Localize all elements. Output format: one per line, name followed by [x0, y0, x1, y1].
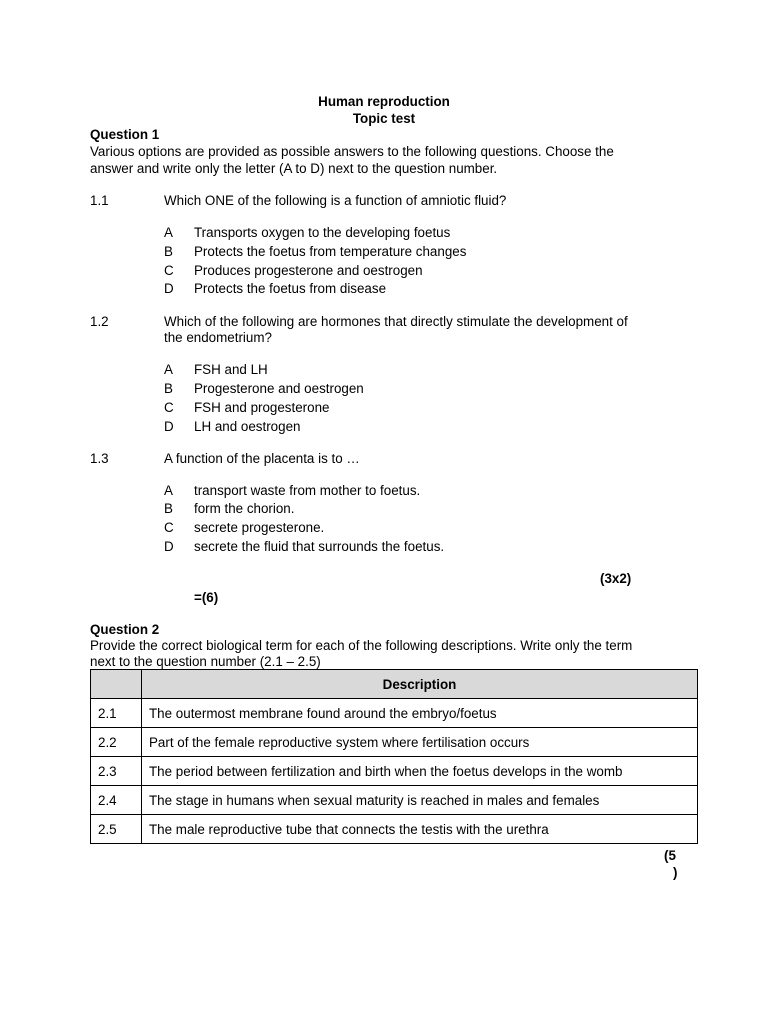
option-letter: D	[164, 419, 174, 434]
row-number: 2.3	[91, 757, 142, 786]
option-text: Protects the foetus from disease	[194, 281, 387, 296]
row-number: 2.4	[91, 786, 142, 815]
row-number: 2.5	[91, 815, 142, 844]
row-description: The period between fertilization and birth when the foetus develops in the womb	[142, 757, 698, 786]
option-text: form the chorion.	[194, 501, 295, 516]
table-row	[91, 757, 698, 786]
document-subtitle: Topic test	[352, 111, 416, 126]
option-text: Transports oxygen to the developing foetus	[194, 225, 451, 240]
question-number-1-2: 1.2	[90, 314, 109, 329]
option-letter: B	[164, 501, 173, 516]
row-number: 2.2	[91, 728, 142, 757]
table-row	[91, 699, 698, 728]
option-letter: A	[164, 483, 173, 498]
question-1-2-stem-line-1: Which of the following are hormones that directly stimulate the development of	[164, 314, 628, 329]
question-number-1-3: 1.3	[90, 451, 109, 466]
option-text: transport waste from mother to foetus.	[194, 483, 421, 498]
table-row	[91, 786, 698, 815]
option-text: FSH and LH	[194, 362, 268, 377]
table-header-description: Description	[142, 670, 698, 699]
question-2-marks-line-2: )	[673, 865, 678, 880]
question-1-instructions-line-2: answer and write only the letter (A to D) next to the question number.	[90, 161, 498, 176]
option-text: LH and oestrogen	[194, 419, 301, 434]
table-header-number	[91, 670, 142, 699]
document-title: Human reproduction	[318, 94, 450, 109]
table-row	[91, 728, 698, 757]
question-1-1-stem: Which ONE of the following is a function of amniotic fluid?	[164, 193, 507, 208]
question-1-heading: Question 1	[90, 127, 160, 142]
question-1-2-stem-line-2: the endometrium?	[164, 330, 272, 345]
option-letter: C	[164, 400, 174, 415]
row-description: The stage in humans when sexual maturity is reached in males and females	[142, 786, 698, 815]
terms-table	[90, 669, 698, 844]
option-text: FSH and progesterone	[194, 400, 330, 415]
option-letter: C	[164, 263, 174, 278]
row-description: The male reproductive tube that connects the testis with the urethra	[142, 815, 698, 844]
table-header-row	[91, 670, 698, 699]
option-text: Produces progesterone and oestrogen	[194, 263, 423, 278]
table-row	[91, 815, 698, 844]
question-1-marks-total: =(6)	[194, 590, 219, 605]
option-letter: D	[164, 539, 174, 554]
question-2-instructions-line-1: Provide the correct biological term for each of the following descriptions. Write only the term	[90, 638, 633, 653]
option-letter: C	[164, 520, 174, 535]
question-number-1-1: 1.1	[90, 193, 109, 208]
option-letter: D	[164, 281, 174, 296]
option-text: Progesterone and oestrogen	[194, 381, 364, 396]
row-number: 2.1	[91, 699, 142, 728]
row-description: The outermost membrane found around the embryo/foetus	[142, 699, 698, 728]
question-2-heading: Question 2	[90, 622, 160, 637]
row-description: Part of the female reproductive system where fertilisation occurs	[142, 728, 698, 757]
question-2-instructions-line-2: next to the question number (2.1 – 2.5)	[90, 654, 321, 669]
question-1-instructions-line-1: Various options are provided as possible answers to the following questions. Choose the	[90, 144, 614, 159]
question-1-marks-allocation: (3x2)	[600, 571, 632, 586]
option-text: secrete the fluid that surrounds the foetus.	[194, 539, 445, 554]
question-2-marks-line-1: (5	[664, 848, 676, 863]
option-letter: B	[164, 381, 173, 396]
option-text: Protects the foetus from temperature changes	[194, 244, 467, 259]
option-letter: A	[164, 225, 173, 240]
option-text: secrete progesterone.	[194, 520, 325, 535]
question-1-3-stem: A function of the placenta is to …	[164, 451, 360, 466]
option-letter: B	[164, 244, 173, 259]
option-letter: A	[164, 362, 173, 377]
